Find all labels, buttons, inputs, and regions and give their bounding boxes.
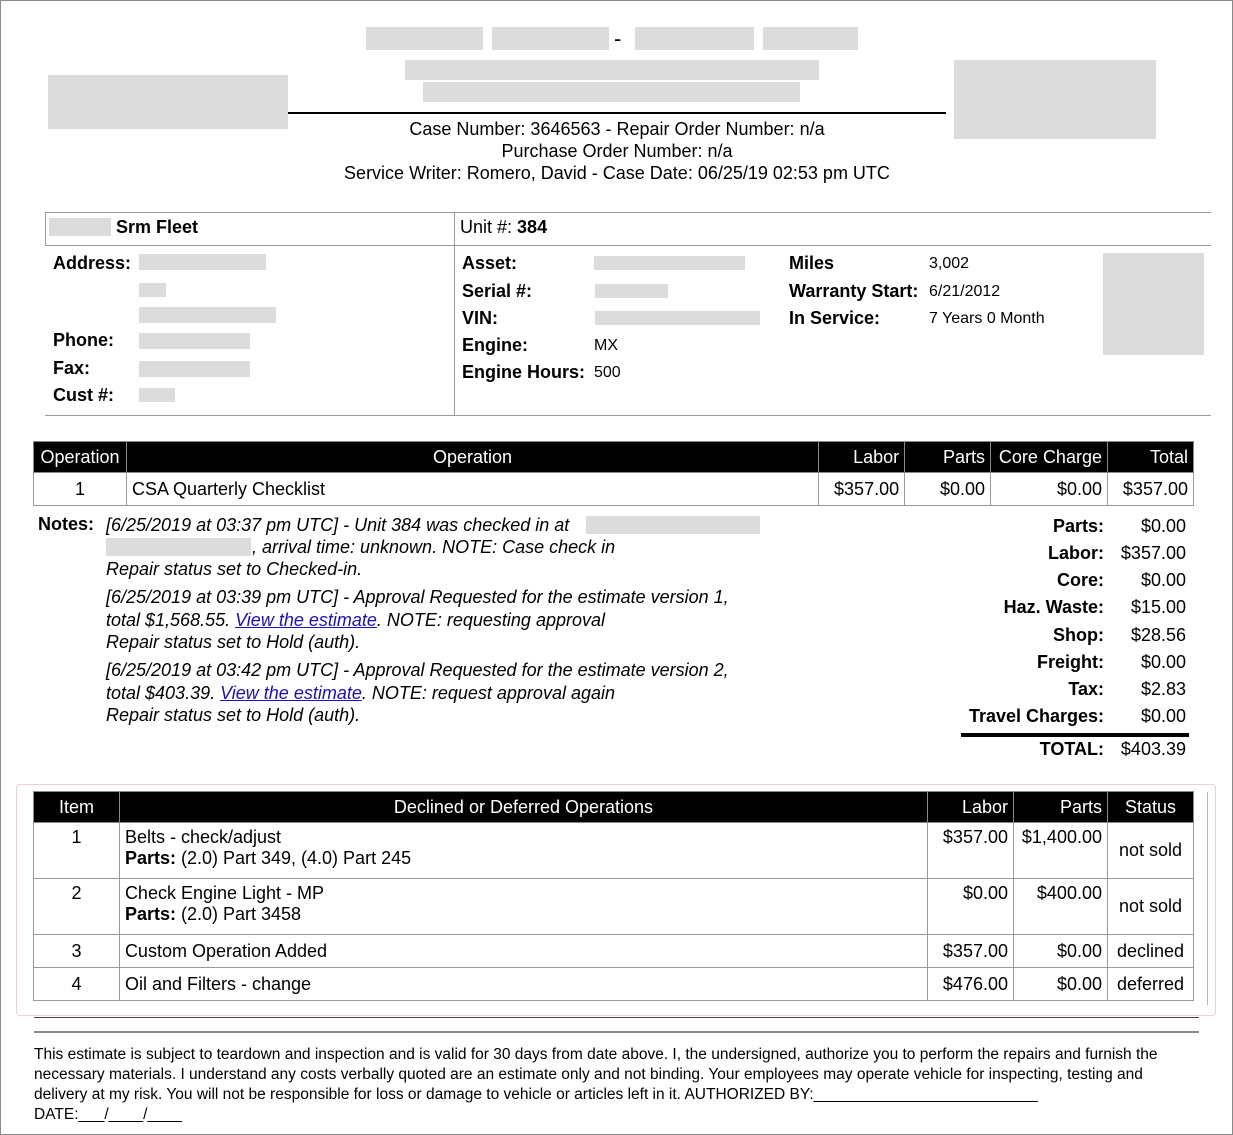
redacted-address-1 <box>139 254 266 270</box>
note-3-suffix: . NOTE: request approval again <box>361 683 615 703</box>
operations-table <box>33 441 1194 506</box>
footer-rule-1 <box>34 1017 1199 1018</box>
decl-parts: $0.00 <box>1014 968 1108 1001</box>
decl-labor: $357.00 <box>928 823 1014 879</box>
unit-number <box>460 217 547 238</box>
op-labor: $357.00 <box>819 473 905 506</box>
total-shop-row <box>900 625 1188 652</box>
writer-line: Service Writer: Romero, David - Case Date: 06/25/19 02:53 pm UTC <box>344 163 890 183</box>
decl-status: declined <box>1107 935 1193 968</box>
decl-name: Oil and Filters - change <box>119 968 927 1001</box>
total-shop-label: Shop: <box>1053 625 1104 645</box>
decl-labor: $476.00 <box>928 968 1014 1001</box>
total-core-row <box>900 570 1188 597</box>
miles-value: 3,002 <box>929 255 970 272</box>
note-2-line-3: Repair status set to Hold (auth). <box>106 632 361 652</box>
decl-name: Check Engine Light - MP <box>124 883 325 903</box>
note-2-total: total $1,568.55. <box>106 610 231 630</box>
redacted-shop-name-3 <box>635 27 754 50</box>
warranty-value: 6/21/2012 <box>929 283 1001 300</box>
table-row <box>34 823 1194 879</box>
redacted-location-1 <box>586 516 760 534</box>
table-row <box>34 879 1194 935</box>
decl-parts-text: (2.0) Part 349, (4.0) Part 245 <box>180 848 412 868</box>
total-freight-label: Freight: <box>1037 652 1104 672</box>
redacted-phone <box>139 333 250 349</box>
decl-parts-label: Parts: <box>124 848 176 868</box>
redacted-asset <box>594 256 745 270</box>
fax-label: Fax: <box>53 358 91 378</box>
note-1-line-3: Repair status set to Checked-in. <box>106 559 363 579</box>
customer-rule-bottom <box>45 415 1211 416</box>
decl-name-cell <box>119 823 927 879</box>
decl-header-item: Item <box>34 792 120 823</box>
op-number: 1 <box>34 473 127 506</box>
decl-item: 4 <box>34 968 120 1001</box>
decl-labor: $357.00 <box>928 935 1014 968</box>
in-service-label: In Service: <box>789 308 881 328</box>
declined-table <box>33 791 1194 1001</box>
total-parts-label: Parts: <box>1052 516 1104 536</box>
redacted-shop-address <box>405 60 819 80</box>
in-service-value: 7 Years 0 Month <box>929 310 1045 327</box>
redacted-cust-number <box>139 388 175 402</box>
redacted-logo-right <box>954 60 1156 139</box>
unit-label: Unit #: <box>460 217 513 237</box>
op-header-number: Operation <box>34 442 127 473</box>
total-haz-row <box>900 597 1188 624</box>
customer-rule-divider <box>454 212 455 416</box>
note-3-total: total $403.39. <box>106 683 216 703</box>
address-label: Address: <box>53 253 132 273</box>
table-row <box>34 473 1194 506</box>
customer-rule-top <box>45 212 1211 213</box>
note-2-line-1: [6/25/2019 at 03:39 pm UTC] - Approval Requested for the estimate version 1, <box>106 587 729 607</box>
decl-parts-detail <box>125 848 922 869</box>
redacted-logo-left <box>48 75 288 129</box>
total-haz-value: $15.00 <box>1130 597 1186 617</box>
redacted-customer-prefix <box>49 218 111 236</box>
serial-label: Serial #: <box>462 281 533 301</box>
op-core: $0.00 <box>991 473 1108 506</box>
op-parts: $0.00 <box>905 473 991 506</box>
totals-rule <box>961 733 1189 737</box>
redacted-shop-contact <box>423 82 800 102</box>
total-freight-row <box>900 652 1188 679</box>
engine-hours-value: 500 <box>594 364 621 381</box>
disclaimer <box>34 1045 1199 1125</box>
note-3-line-3: Repair status set to Hold (auth). <box>106 705 361 725</box>
decl-parts: $0.00 <box>1014 935 1108 968</box>
header-rule <box>288 112 946 114</box>
grand-total-row <box>900 739 1188 766</box>
redacted-address-3 <box>139 307 276 323</box>
cust-number-label: Cust #: <box>53 385 115 405</box>
decl-status: deferred <box>1107 968 1193 1001</box>
total-labor-value: $357.00 <box>1120 543 1186 563</box>
decl-parts-text: (2.0) Part 3458 <box>180 904 302 924</box>
footer-rule-2 <box>34 1031 1199 1033</box>
note-2-suffix: . NOTE: requesting approval <box>376 610 605 630</box>
op-header-parts: Parts <box>905 442 991 473</box>
op-header-name: Operation <box>126 442 818 473</box>
redacted-shop-name-4 <box>763 27 858 50</box>
total-core-value: $0.00 <box>1140 570 1186 590</box>
table-row <box>34 968 1194 1001</box>
total-parts-row <box>900 516 1188 543</box>
table-row <box>34 935 1194 968</box>
po-line: Purchase Order Number: n/a <box>501 141 733 161</box>
total-haz-label: Haz. Waste: <box>1003 597 1104 617</box>
decl-item: 3 <box>34 935 120 968</box>
vin-label: VIN: <box>462 308 498 328</box>
view-estimate-link-2[interactable]: View the estimate <box>220 683 362 703</box>
phone-label: Phone: <box>53 330 114 350</box>
total-tax-label: Tax: <box>1068 679 1104 699</box>
total-parts-value: $0.00 <box>1140 516 1186 536</box>
engine-hours-label: Engine Hours: <box>462 362 586 382</box>
total-travel-label: Travel Charges: <box>968 706 1104 726</box>
decl-labor: $0.00 <box>928 879 1014 935</box>
decl-header-name: Declined or Deferred Operations <box>119 792 927 823</box>
decl-name: Belts - check/adjust <box>124 827 282 847</box>
total-labor-row <box>900 543 1188 570</box>
redacted-vehicle-image <box>1103 253 1204 355</box>
op-name: CSA Quarterly Checklist <box>126 473 818 506</box>
decl-item: 1 <box>34 823 120 879</box>
total-freight-value: $0.00 <box>1140 652 1186 672</box>
case-line: Case Number: 3646563 - Repair Order Number: n/a <box>409 119 825 139</box>
redacted-location-2 <box>106 538 251 556</box>
total-shop-value: $28.56 <box>1130 625 1186 645</box>
decl-header-status: Status <box>1107 792 1193 823</box>
total-travel-row <box>900 706 1188 733</box>
decl-name-cell <box>119 879 927 935</box>
decl-parts: $1,400.00 <box>1014 823 1108 879</box>
decl-name: Custom Operation Added <box>119 935 927 968</box>
view-estimate-link-1[interactable]: View the estimate <box>235 610 377 630</box>
note-2-line-2 <box>106 609 786 632</box>
header-dash: - <box>614 26 622 51</box>
asset-label: Asset: <box>462 253 518 273</box>
note-3-line-2 <box>106 682 786 705</box>
decl-parts-detail <box>125 904 922 925</box>
redacted-fax <box>139 361 250 377</box>
note-3-line-1: [6/25/2019 at 03:42 pm UTC] - Approval Requested for the estimate version 2, <box>106 660 729 680</box>
engine-value: MX <box>594 337 618 354</box>
redacted-shop-name-2 <box>492 27 609 50</box>
op-total: $357.00 <box>1107 473 1193 506</box>
decl-parts: $400.00 <box>1014 879 1108 935</box>
warranty-label: Warranty Start: <box>789 281 919 301</box>
disclaimer-text: This estimate is subject to teardown and inspection and is valid for 30 days from date above. I, the undersigned, authorize you to perform the repairs and furnish the necessary materials. I understand any costs verbally quoted are an estimate only and not binding. Your employees may operate vehicle for inspecting, testing and delivery at my risk. You will not be responsible for loss or damage to vehicle or articles left in it. AUTHORIZED BY:__________________________ <box>34 1046 1158 1103</box>
note-1-line-2: , arrival time: unknown. NOTE: Case check in <box>252 537 616 557</box>
customer-name: Srm Fleet <box>116 217 199 237</box>
declined-section-edge <box>1207 792 1208 1005</box>
redacted-vin <box>595 311 760 325</box>
note-1-line-1: [6/25/2019 at 03:37 pm UTC] - Unit 384 was checked in at <box>106 515 570 535</box>
op-header-total: Total <box>1107 442 1193 473</box>
decl-status: not sold <box>1107 879 1193 935</box>
decl-parts-label: Parts: <box>124 904 176 924</box>
customer-rule-left <box>45 212 46 246</box>
decl-status: not sold <box>1107 823 1193 879</box>
op-header-core: Core Charge <box>991 442 1108 473</box>
notes-label: Notes: <box>38 514 95 534</box>
decl-item: 2 <box>34 879 120 935</box>
redacted-shop-name-1 <box>366 27 483 50</box>
total-labor-label: Labor: <box>1048 543 1104 563</box>
grand-total-value: $403.39 <box>1120 739 1186 759</box>
redacted-serial <box>595 284 668 298</box>
disclaimer-date: DATE:___/____/____ <box>34 1106 182 1123</box>
op-header-labor: Labor <box>819 442 905 473</box>
total-core-label: Core: <box>1056 570 1104 590</box>
total-tax-row <box>900 679 1188 706</box>
total-tax-value: $2.83 <box>1140 679 1186 699</box>
grand-total-label: TOTAL: <box>1039 739 1104 759</box>
unit-value: 384 <box>517 217 548 237</box>
redacted-address-2 <box>139 283 166 297</box>
miles-label: Miles <box>789 253 835 273</box>
engine-label: Engine: <box>462 335 528 355</box>
decl-header-parts: Parts <box>1014 792 1108 823</box>
total-travel-value: $0.00 <box>1140 706 1186 726</box>
customer-rule-mid <box>45 245 1211 246</box>
decl-header-labor: Labor <box>928 792 1014 823</box>
